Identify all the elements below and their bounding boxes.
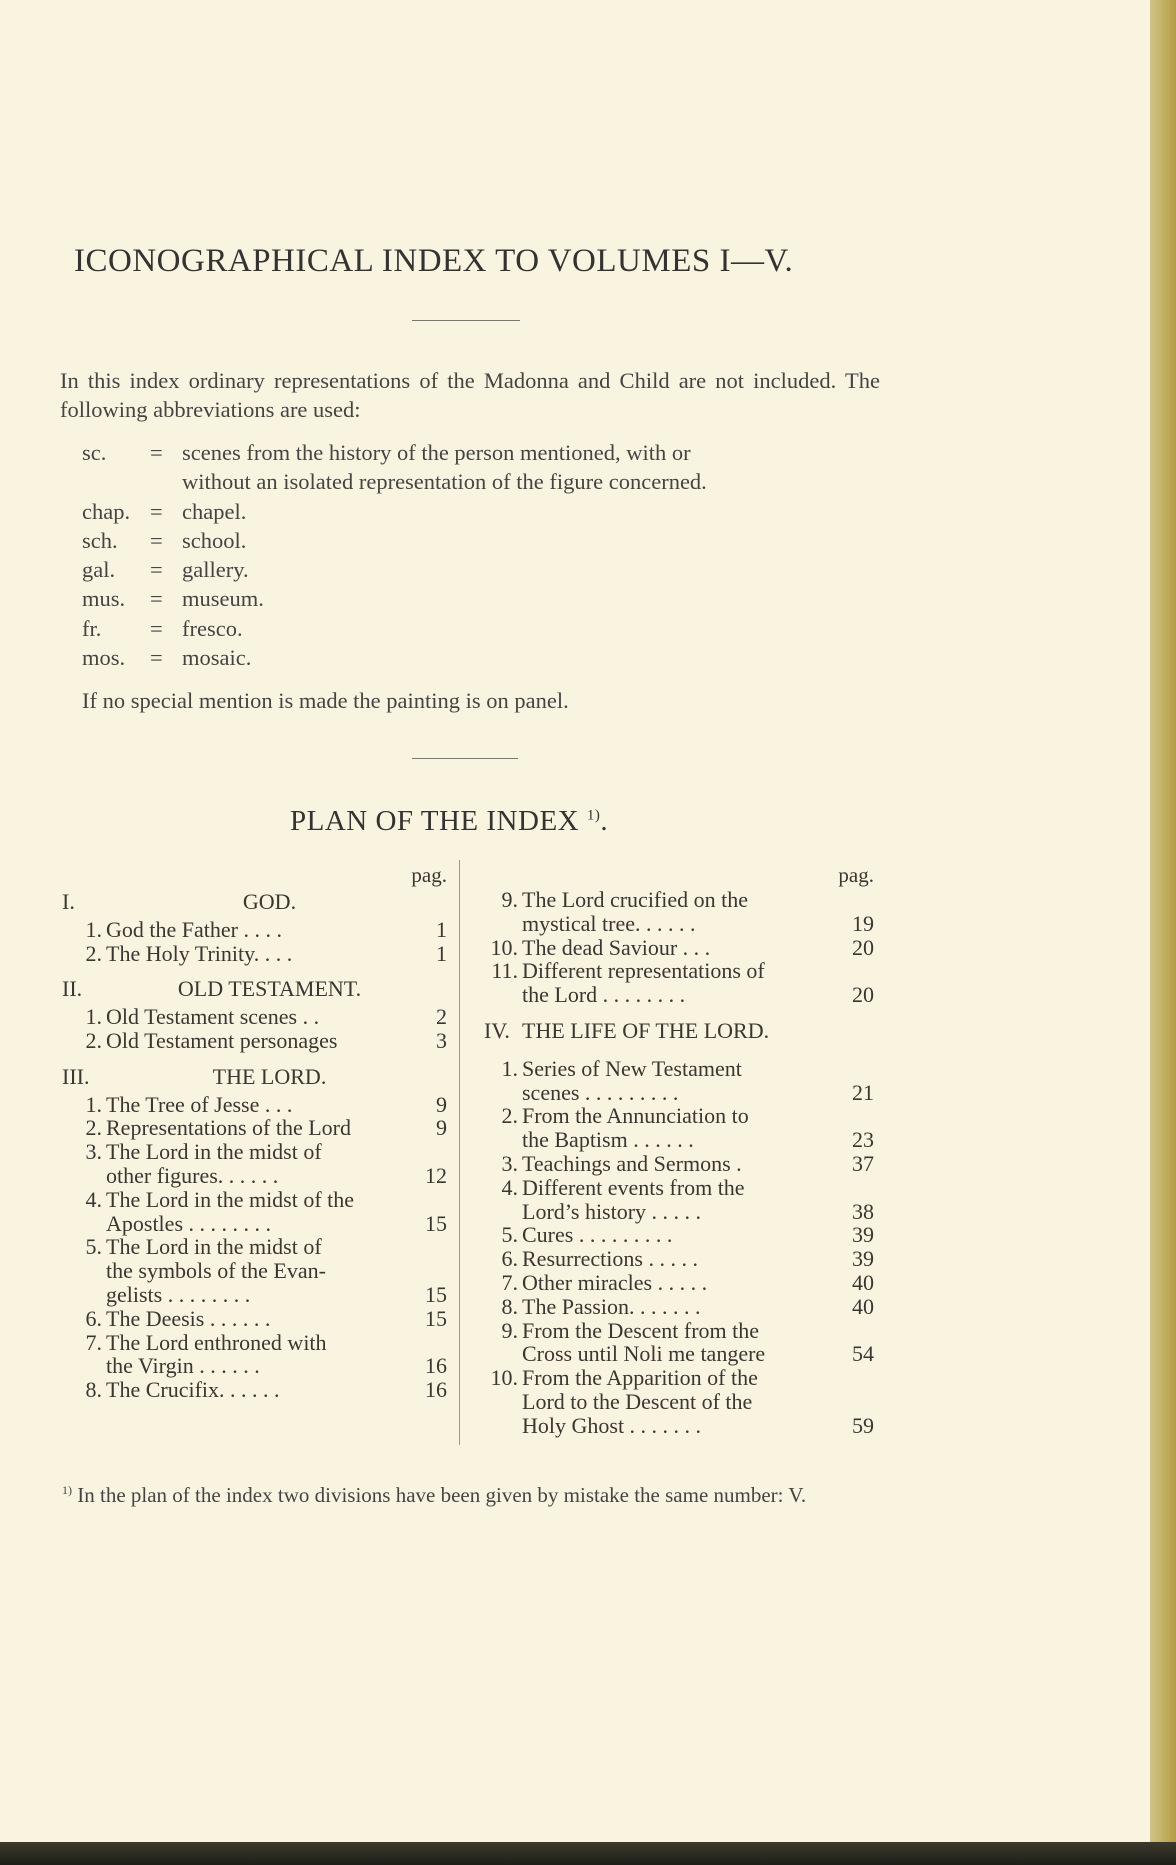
- entry-title: The Lord crucified on the: [522, 887, 749, 912]
- index-entry: [62, 1283, 447, 1307]
- definition-line: scenes from the history of the person mentioned, with or: [182, 440, 691, 465]
- section-number: IV.: [484, 1017, 510, 1043]
- entry-number: [62, 1259, 106, 1283]
- entry-number: 10.: [490, 934, 518, 960]
- index-entry: [62, 942, 447, 966]
- index-entry: [62, 1354, 447, 1378]
- entry-title: Old Testament scenes . .: [106, 1004, 320, 1030]
- entry-title: Resurrections . . . . .: [522, 1246, 698, 1272]
- entry-title: The Passion. . . . . . .: [522, 1293, 701, 1319]
- entry-number: [484, 1390, 522, 1414]
- entry-title: From the Descent from the: [522, 1317, 760, 1343]
- entry-title: The Deesis . . . . . .: [106, 1305, 271, 1331]
- index-entry: [484, 1081, 874, 1105]
- entry-number: 4.: [501, 1174, 518, 1200]
- plan-left-column: [62, 864, 447, 1402]
- index-entry: [62, 1259, 447, 1283]
- section-number: I.: [62, 889, 75, 914]
- entry-number: 11.: [491, 958, 518, 984]
- entry-title: The Lord in the midst of: [106, 1139, 322, 1165]
- index-entry: [484, 1366, 874, 1390]
- entry-page: 20: [852, 934, 874, 960]
- index-entry: [484, 1414, 874, 1438]
- plan-right-column: [484, 864, 874, 1438]
- definition-line: without an isolated representation of the figure concerned.: [182, 469, 707, 495]
- intro-paragraph: In this index ordinary representations of the Madonna and Child are not included. The following abbreviations are used:: [60, 368, 880, 422]
- spacer: [62, 1053, 447, 1063]
- entry-page: 59: [852, 1412, 874, 1438]
- entry-page: [834, 888, 874, 912]
- entry-number: [62, 1164, 106, 1188]
- abbreviation-key: fr.: [82, 615, 102, 641]
- entry-number: 3.: [85, 1139, 102, 1165]
- abbreviation-definition: [182, 438, 902, 497]
- entry-title: The dead Saviour . . .: [522, 934, 711, 960]
- entry-page: [834, 959, 874, 983]
- entry-title: mystical tree. . . . . .: [522, 910, 696, 936]
- entry-page: 15: [425, 1281, 447, 1307]
- entry-page: [834, 1176, 874, 1200]
- page-column-label: pag.: [838, 863, 874, 887]
- entry-page: 1: [436, 916, 447, 942]
- entry-page: [407, 1235, 447, 1259]
- section-number: III.: [62, 1063, 90, 1089]
- entry-number: 4.: [85, 1186, 102, 1212]
- index-entry: [484, 1152, 874, 1176]
- entry-page: 19: [852, 910, 874, 936]
- index-entry: [62, 1164, 447, 1188]
- book-edge-bottom: [0, 1842, 1176, 1865]
- index-entry: [62, 1212, 447, 1236]
- book-edge-right: [1150, 0, 1176, 1865]
- index-entry: [484, 1247, 874, 1271]
- abbreviation-row: [82, 584, 902, 613]
- abbreviation-list: [82, 438, 902, 672]
- entry-page: [407, 1140, 447, 1164]
- entry-title: The Lord in the midst of: [106, 1234, 322, 1260]
- entry-number: 1.: [85, 916, 102, 942]
- column-divider: [459, 860, 460, 1445]
- entry-number: [62, 1354, 106, 1378]
- entry-page: 40: [852, 1269, 874, 1295]
- index-entry: [62, 1116, 447, 1140]
- equals-sign: =: [150, 440, 163, 465]
- entry-title: Lord to the Descent of the: [522, 1388, 753, 1414]
- section-name: OLD TESTAMENT.: [177, 976, 362, 1002]
- index-entry: [484, 1342, 874, 1366]
- definition-line: gallery.: [182, 557, 249, 583]
- abbreviation-row: [82, 643, 902, 672]
- entry-title: Series of New Testament: [522, 1055, 742, 1081]
- index-entry: [62, 1029, 447, 1053]
- entry-page: [407, 1259, 447, 1283]
- abbreviation-key: gal.: [82, 557, 116, 583]
- entry-page: 21: [852, 1079, 874, 1105]
- index-entry: [62, 1235, 447, 1259]
- definition-line: fresco.: [182, 615, 243, 641]
- index-entry: [62, 1307, 447, 1331]
- section-heading: [62, 1065, 447, 1089]
- entry-page: 15: [425, 1210, 447, 1236]
- entry-number: 6.: [85, 1305, 102, 1331]
- entry-number: 8.: [85, 1377, 102, 1403]
- entry-number: 2.: [85, 940, 102, 966]
- entry-page: 3: [436, 1027, 447, 1053]
- abbreviation-key: sc.: [82, 440, 107, 465]
- entry-number: 9.: [501, 887, 518, 912]
- entry-number: [484, 1342, 522, 1366]
- equals-sign: =: [150, 586, 163, 612]
- entry-page: [834, 1390, 874, 1414]
- entry-number: [484, 1414, 522, 1438]
- abbreviation-definition: [182, 526, 902, 555]
- index-entry: [484, 1319, 874, 1343]
- page-column-label: pag.: [411, 863, 447, 887]
- abbreviation-row: [82, 497, 902, 526]
- entry-page: 54: [852, 1341, 874, 1367]
- abbreviation-key: sch.: [82, 527, 118, 553]
- entry-title: From the Annunciation to: [522, 1103, 749, 1129]
- index-entry: [484, 1223, 874, 1247]
- entry-number: 8.: [501, 1293, 518, 1319]
- index-entry: [484, 1295, 874, 1319]
- entry-page: 15: [425, 1305, 447, 1331]
- entry-page: 40: [852, 1293, 874, 1319]
- equals-sign: =: [150, 527, 163, 553]
- page-title: ICONOGRAPHICAL INDEX TO VOLUMES I—V.: [74, 243, 794, 279]
- entry-number: 2.: [501, 1103, 518, 1129]
- entry-title: Apostles . . . . . . . .: [106, 1210, 271, 1236]
- entry-title: Holy Ghost . . . . . . .: [522, 1412, 702, 1438]
- entry-number: [484, 912, 522, 936]
- section-heading: [484, 1019, 874, 1043]
- section-heading: [62, 977, 447, 1001]
- entry-page: 20: [852, 982, 874, 1008]
- entry-page: [834, 1057, 874, 1081]
- index-entry: [484, 912, 874, 936]
- entry-page: 39: [852, 1222, 874, 1248]
- entry-title: The Tree of Jesse . . .: [106, 1091, 293, 1117]
- index-entry: [62, 1140, 447, 1164]
- entry-number: 7.: [501, 1269, 518, 1295]
- entry-number: 1.: [85, 1004, 102, 1030]
- entry-page: 37: [852, 1150, 874, 1176]
- index-entry: [484, 1271, 874, 1295]
- entry-number: 2.: [85, 1027, 102, 1053]
- entry-title: Cross until Noli me tangere: [522, 1341, 766, 1367]
- abbreviation-key: chap.: [82, 498, 131, 524]
- spacer: [62, 965, 447, 975]
- section-name: GOD.: [242, 889, 297, 914]
- panel-note: If no special mention is made the painting is on panel.: [82, 688, 569, 713]
- index-entry: [484, 888, 874, 912]
- entry-page: 9: [436, 1115, 447, 1141]
- entry-number: [484, 983, 522, 1007]
- entry-title: the Lord . . . . . . . .: [522, 982, 686, 1008]
- abbreviation-definition: [182, 614, 902, 643]
- entry-number: [484, 1081, 522, 1105]
- plan-title-text: PLAN OF THE INDEX: [290, 805, 580, 837]
- entry-page: 2: [436, 1004, 447, 1030]
- footnote-ref: 1): [586, 807, 601, 824]
- entry-title: Other miracles . . . . .: [522, 1269, 708, 1295]
- section-name: THE LORD.: [212, 1063, 327, 1089]
- abbreviation-key: mos.: [82, 645, 126, 671]
- definition-line: museum.: [182, 586, 264, 612]
- footnote-text: In the plan of the index two divisions have been given by mistake the same number: V.: [77, 1483, 807, 1507]
- entry-page: [834, 1319, 874, 1343]
- index-entry: [62, 1005, 447, 1029]
- index-entry: [62, 918, 447, 942]
- entry-number: [62, 1283, 106, 1307]
- entry-title: Representations of the Lord: [106, 1115, 351, 1141]
- entry-number: 3.: [501, 1150, 518, 1176]
- entry-title: gelists . . . . . . . .: [106, 1281, 251, 1307]
- equals-sign: =: [150, 615, 163, 641]
- entry-number: 6.: [501, 1246, 518, 1272]
- index-entry: [484, 959, 874, 983]
- abbreviation-row: [82, 555, 902, 584]
- footnote: [62, 1478, 872, 1507]
- entry-page: 16: [425, 1353, 447, 1379]
- section-name: THE LIFE OF THE LORD.: [522, 1017, 770, 1043]
- entry-title: scenes . . . . . . . . .: [522, 1079, 679, 1105]
- plan-title: PLAN OF THE INDEX $^{1)}$.: [290, 805, 609, 837]
- abbreviation-key: mus.: [82, 586, 126, 612]
- entry-page: 12: [425, 1162, 447, 1188]
- index-entry: [62, 1188, 447, 1212]
- equals-sign: =: [150, 498, 163, 524]
- title-rule: [412, 320, 520, 321]
- entry-title: From the Apparition of the: [522, 1365, 758, 1391]
- entry-title: Teachings and Sermons .: [522, 1150, 742, 1176]
- entry-title: Old Testament personages: [106, 1027, 338, 1053]
- definition-line: school.: [182, 527, 247, 553]
- entry-title: the Virgin . . . . . .: [106, 1353, 260, 1379]
- entry-title: the Baptism . . . . . .: [522, 1127, 694, 1153]
- entry-number: 1.: [85, 1091, 102, 1117]
- entry-page: 9: [436, 1091, 447, 1117]
- section-rule: [412, 758, 518, 759]
- entry-number: [62, 1212, 106, 1236]
- abbreviation-definition: [182, 643, 902, 672]
- entry-page: [407, 1188, 447, 1212]
- index-entry: [484, 1200, 874, 1224]
- entry-page: 39: [852, 1246, 874, 1272]
- entry-title: Different events from the: [522, 1174, 745, 1200]
- entry-page: [834, 1366, 874, 1390]
- entry-number: 5.: [85, 1234, 102, 1260]
- entry-title: God the Father . . . .: [106, 916, 282, 942]
- definition-line: chapel.: [182, 498, 247, 524]
- abbreviation-definition: [182, 584, 902, 613]
- entry-title: The Lord enthroned with: [106, 1329, 327, 1355]
- entry-title: the symbols of the Evan-: [106, 1258, 326, 1284]
- index-entry: [484, 1128, 874, 1152]
- entry-number: 10.: [490, 1365, 518, 1391]
- entry-title: The Holy Trinity. . . .: [106, 940, 293, 966]
- entry-title: Lord’s history . . . . .: [522, 1198, 702, 1224]
- index-entry: [484, 1057, 874, 1081]
- entry-page: [407, 1331, 447, 1355]
- index-entry: [62, 1378, 447, 1402]
- abbreviation-definition: [182, 555, 902, 584]
- entry-number: [484, 1128, 522, 1152]
- section-heading: [62, 890, 447, 914]
- footnote-mark: 1): [62, 1483, 72, 1497]
- entry-title: Cures . . . . . . . . .: [522, 1222, 673, 1248]
- index-entry: [484, 1390, 874, 1414]
- entry-page: 23: [852, 1127, 874, 1153]
- entry-title: Different representations of: [522, 958, 765, 984]
- entry-page: 38: [852, 1198, 874, 1224]
- index-entry: [484, 1104, 874, 1128]
- equals-sign: =: [150, 557, 163, 583]
- index-entry: [62, 1093, 447, 1117]
- index-entry: [484, 1176, 874, 1200]
- entry-number: [484, 1200, 522, 1224]
- entry-number: 7.: [85, 1329, 102, 1355]
- abbreviation-row: [82, 614, 902, 643]
- equals-sign: =: [150, 645, 163, 671]
- definition-line: mosaic.: [182, 645, 252, 671]
- abbreviation-definition: [182, 497, 902, 526]
- index-entry: [484, 983, 874, 1007]
- abbreviation-row: [82, 526, 902, 555]
- entry-number: 9.: [501, 1317, 518, 1343]
- section-number: II.: [62, 976, 83, 1002]
- entry-page: [834, 1104, 874, 1128]
- entry-title: The Crucifix. . . . . .: [106, 1377, 280, 1403]
- entry-number: 1.: [501, 1055, 518, 1081]
- abbreviation-row: [82, 438, 902, 497]
- index-entry: [62, 1331, 447, 1355]
- entry-page: 1: [436, 940, 447, 966]
- entry-title: other figures. . . . . .: [106, 1162, 279, 1188]
- spacer: [484, 1007, 874, 1017]
- entry-page: 16: [425, 1377, 447, 1403]
- entry-title: The Lord in the midst of the: [106, 1186, 355, 1212]
- entry-number: 2.: [85, 1115, 102, 1141]
- entry-number: 5.: [501, 1222, 518, 1248]
- index-entry: [484, 936, 874, 960]
